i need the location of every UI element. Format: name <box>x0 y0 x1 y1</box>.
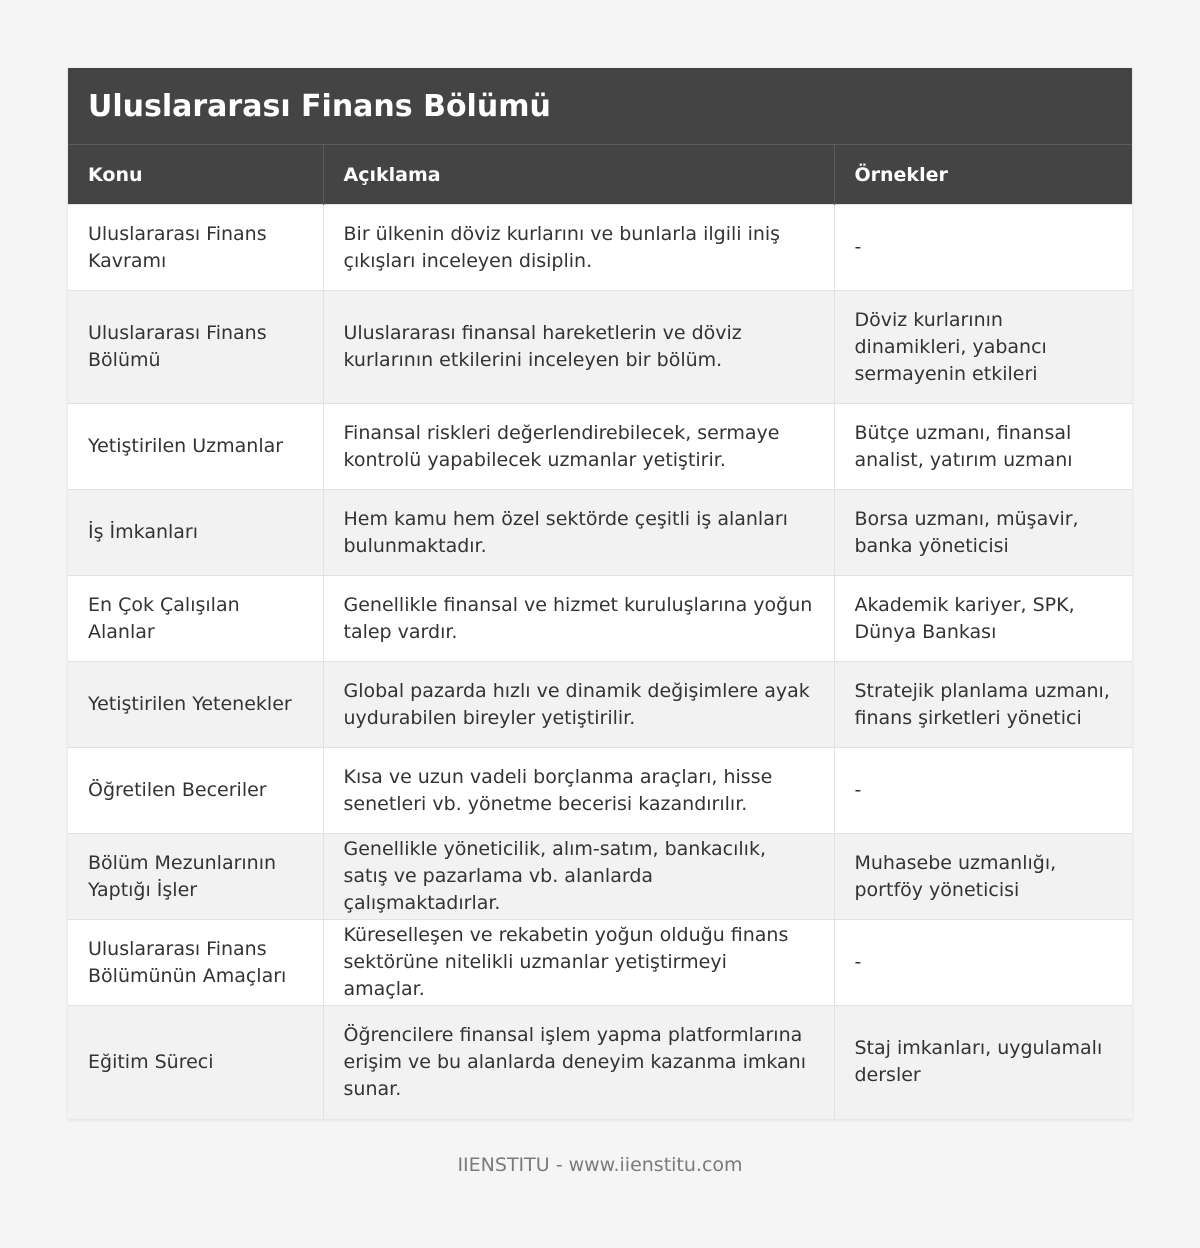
table-header <box>68 145 1132 205</box>
cell-konu: En Çok Çalışılan Alanlar <box>68 576 323 662</box>
cell-aciklama: Genellikle yöneticilik, alım-satım, bankacılık, satış ve pazarlama vb. alanlarda çalışmaktadırlar. <box>323 834 834 920</box>
table-row <box>68 205 1132 291</box>
table-row <box>68 576 1132 662</box>
table-row <box>68 291 1132 404</box>
column-header-aciklama: Açıklama <box>323 145 834 205</box>
cell-aciklama: Küreselleşen ve rekabetin yoğun olduğu finans sektörüne nitelikli uzmanlar yetiştirmeyi amaçlar. <box>323 920 834 1006</box>
cell-aciklama: Global pazarda hızlı ve dinamik değişimlere ayak uydurabilen bireyler yetiştirilir. <box>323 662 834 748</box>
footer-credit: IIENSTITU - www.iienstitu.com <box>457 1154 743 1176</box>
table-row <box>68 920 1132 1006</box>
cell-ornekler: Döviz kurlarının dinamikleri, yabancı sermayenin etkileri <box>834 291 1132 404</box>
cell-konu: Yetiştirilen Yetenekler <box>68 662 323 748</box>
cell-konu: İş İmkanları <box>68 490 323 576</box>
table-row <box>68 404 1132 490</box>
cell-ornekler: Akademik kariyer, SPK, Dünya Bankası <box>834 576 1132 662</box>
cell-ornekler: Borsa uzmanı, müşavir, banka yöneticisi <box>834 490 1132 576</box>
cell-ornekler: Bütçe uzmanı, finansal analist, yatırım uzmanı <box>834 404 1132 490</box>
cell-ornekler: Stratejik planlama uzmanı, finans şirketleri yönetici <box>834 662 1132 748</box>
cell-ornekler: - <box>834 748 1132 834</box>
data-table <box>68 144 1132 1119</box>
cell-aciklama: Finansal riskleri değerlendirebilecek, sermaye kontrolü yapabilecek uzmanlar yetiştirir. <box>323 404 834 490</box>
table-title: Uluslararası Finans Bölümü <box>68 68 1132 144</box>
cell-aciklama: Bir ülkenin döviz kurlarını ve bunlarla ilgili iniş çıkışları inceleyen disiplin. <box>323 205 834 291</box>
cell-konu: Uluslararası Finans Kavramı <box>68 205 323 291</box>
cell-ornekler: Staj imkanları, uygulamalı dersler <box>834 1006 1132 1119</box>
table-card <box>68 68 1132 1119</box>
table-row <box>68 748 1132 834</box>
cell-aciklama: Uluslararası finansal hareketlerin ve döviz kurlarının etkilerini inceleyen bir bölüm. <box>323 291 834 404</box>
cell-aciklama: Öğrencilere finansal işlem yapma platformlarına erişim ve bu alanlarda deneyim kazanma imkanı sunar. <box>323 1006 834 1119</box>
header-row <box>68 145 1132 205</box>
cell-konu: Uluslararası Finans Bölümü <box>68 291 323 404</box>
cell-konu: Eğitim Süreci <box>68 1006 323 1119</box>
column-header-ornekler: Örnekler <box>834 145 1132 205</box>
table-row <box>68 662 1132 748</box>
cell-aciklama: Kısa ve uzun vadeli borçlanma araçları, hisse senetleri vb. yönetme becerisi kazandırılır. <box>323 748 834 834</box>
cell-konu: Uluslararası Finans Bölümünün Amaçları <box>68 920 323 1006</box>
column-header-konu: Konu <box>68 145 323 205</box>
cell-aciklama: Hem kamu hem özel sektörde çeşitli iş alanları bulunmaktadır. <box>323 490 834 576</box>
cell-konu: Yetiştirilen Uzmanlar <box>68 404 323 490</box>
cell-aciklama: Genellikle finansal ve hizmet kuruluşlarına yoğun talep vardır. <box>323 576 834 662</box>
cell-ornekler: Muhasebe uzmanlığı, portföy yöneticisi <box>834 834 1132 920</box>
cell-konu: Öğretilen Beceriler <box>68 748 323 834</box>
table-row <box>68 834 1132 920</box>
table-row <box>68 1006 1132 1119</box>
cell-ornekler: - <box>834 920 1132 1006</box>
table-body <box>68 205 1132 1119</box>
table-row <box>68 490 1132 576</box>
cell-konu: Bölüm Mezunlarının Yaptığı İşler <box>68 834 323 920</box>
cell-ornekler: - <box>834 205 1132 291</box>
